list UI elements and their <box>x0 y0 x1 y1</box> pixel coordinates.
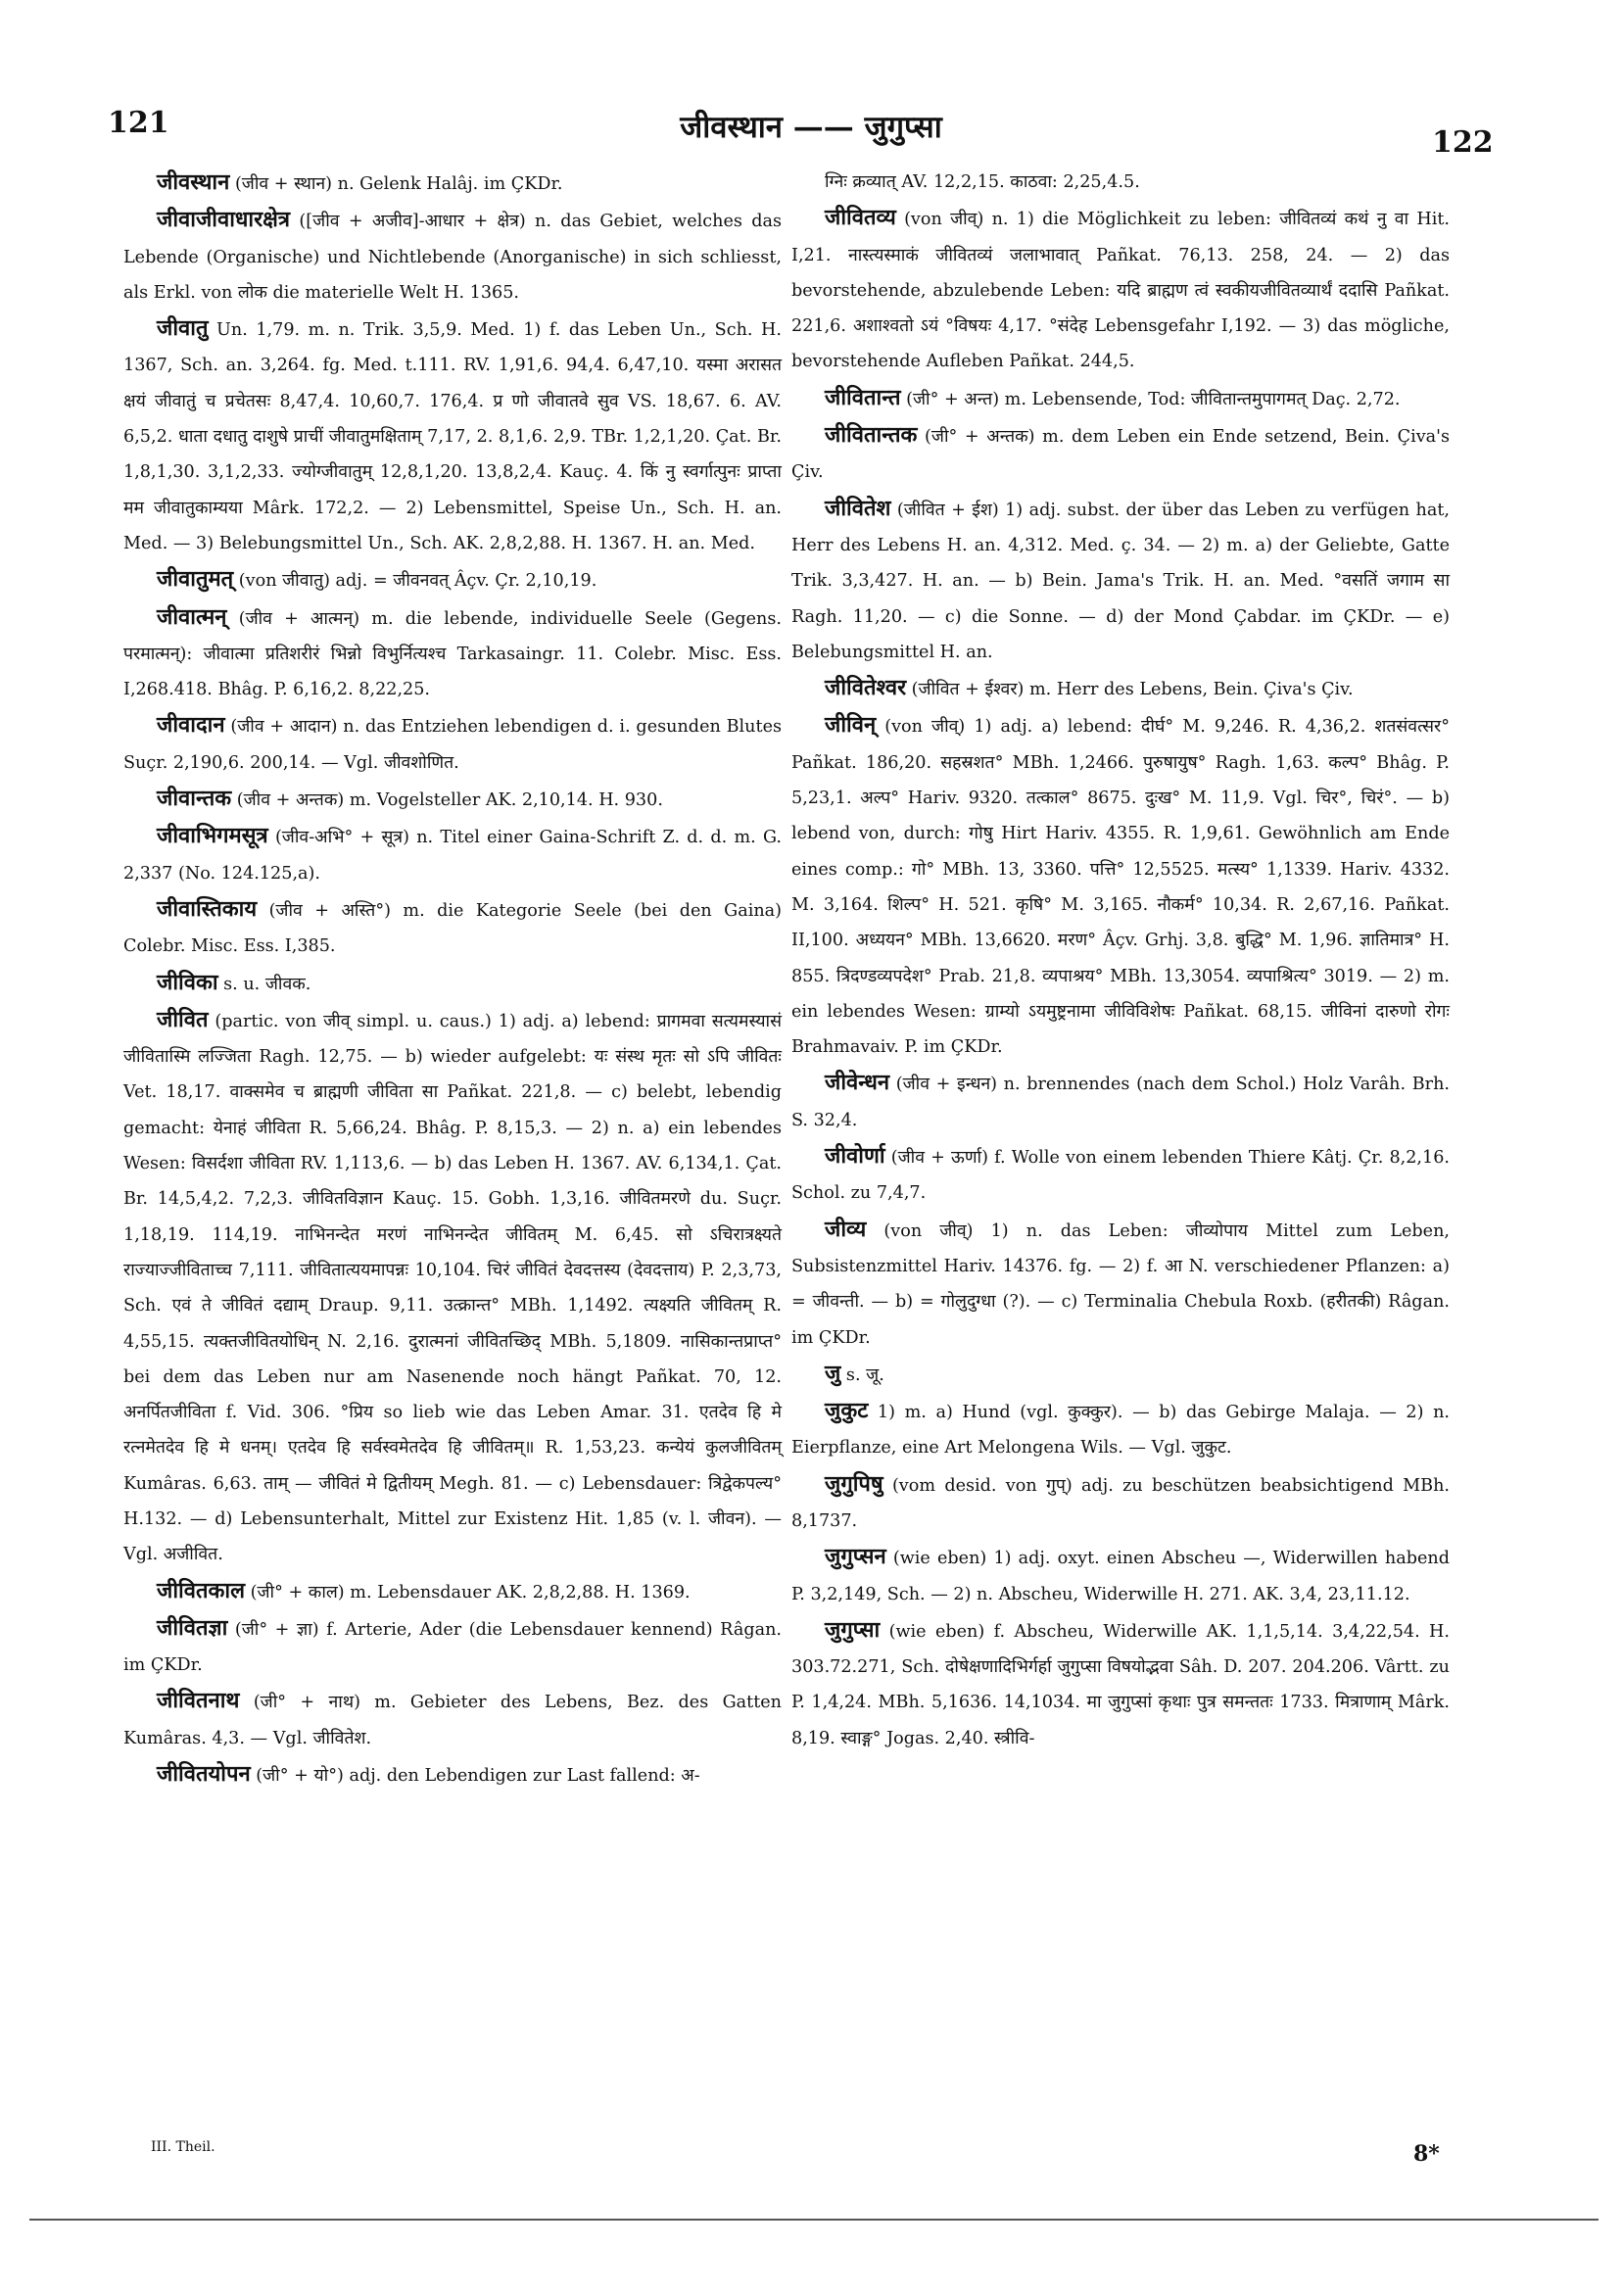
dictionary-entry <box>123 707 782 781</box>
entry-headword: जीवितकाल <box>157 1577 246 1603</box>
dictionary-entry <box>791 417 1450 491</box>
entry-headword: जीव्य <box>825 1216 867 1242</box>
entry-body: Un. 1,79. m. n. Trik. 3,5,9. Med. 1) f. das Leben Un., Sch. H. 1367, Sch. an. 3,264. fg. Med. t.111. RV. 1,91,6. 94,4. 6,47,10. यस्मा अरासत क्षयं जीवातुं च प्रचेतसः 8,47,4. 10,60,7. 176,4. प्र णो जीवातवे सुव VS. 18,67. 6. AV. 6,5,2. धाता दधातु दाशुषे प्राचीं जीवातुमक्षिताम् 7,17, 2. 8,1,6. 2,9. TBr. 1,2,1,20. Çat. Br. 1,8,1,30. 3,1,2,33. ज्योग्जीवातुम् 12,8,1,20. 13,8,2,4. Kauç. 4. किं नु स्वर्गात्पुनः प्राप्ता मम जीवातुकाम्यया Mârk. 172,2. — 2) Lebensmittel, Speise Un., Sch. H. an. Med. — 3) Belebungsmittel Un., Sch. AK. 2,8,2,88. H. 1367. H. an. Med. <box>123 320 782 553</box>
entry-headword: जीवात्मन् <box>157 603 227 630</box>
entry-headword: जीवेन्धन <box>825 1070 890 1096</box>
entry-body: (जीव + आत्मन्) m. die lebende, individuelle Seele (Gegens. परमात्मन्): जीवात्मा प्रतिशरीरं भिन्नो विभुर्नित्यश्च Tarkasaingr. 11. Colebr. Misc. Ess. I,268.418. Bhâg. P. 6,16,2. 8,22,25. <box>123 608 783 700</box>
entry-headword: जु <box>825 1360 841 1386</box>
entry-body: (von जीव्) 1) n. das Leben: जीव्योपाय Mittel zum Leben, Subsistenzmittel Hariv. 14376. fg. — 2) f. आ N. verschiedener Pflanzen: a) = जीवन्ती. — b) = गोलुदुग्धा (?). — c) Terminalia Chebula Roxb. (हरीतकी) Râgan. im ÇKDr. <box>791 1220 1450 1348</box>
dictionary-entry <box>123 1573 782 1610</box>
entry-headword: जीवातु <box>157 315 209 342</box>
entry-headword: जीवाभिगमसूत्र <box>157 823 268 849</box>
dictionary-entry <box>123 311 782 561</box>
entry-headword: जुगुप्सा <box>825 1616 881 1643</box>
entry-headword: जीवितेश्वर <box>825 675 907 701</box>
entry-headword: जीवातुमत् <box>157 566 234 593</box>
entry-body: (vom desid. von गुप्) adj. zu beschützen beabsichtigend MBh. 8,1737. <box>791 1475 1451 1531</box>
running-head: जीवस्थान —— जुगुप्सा <box>680 110 942 145</box>
dictionary-entry <box>123 202 782 311</box>
entry-body: (जी° + काल) m. Lebensdauer AK. 2,8,2,88. H. 1369. <box>250 1582 691 1602</box>
entry-body: (von जीव्) 1) adj. a) lebend: दीर्घ° M. 9,246. R. 4,36,2. शतसंवत्सर° Pañkat. 186,20. सहस्रशत° MBh. 1,2466. पुरुषायुष° Ragh. 1,63. कल्प° Bhâg. P. 5,23,1. अल्प° Hariv. 9320. तत्काल° 8675. दुःख° M. 11,9. Vgl. चिर°, चिरं°. — b) lebend von, durch: गोषु Hirt Hariv. 4355. R. 1,9,61. Gewöhnlich am Ende eines comp.: गो° MBh. 13, 3360. पत्ति° 12,5525. मत्स्य° 1,1339. Hariv. 4332. M. 3,164. शिल्प° H. 521. कृषि° M. 3,165. नौकर्म° 10,34. R. 2,67,16. Pañkat. II,100. अध्ययन° MBh. 13,6620. मरण° Âçv. Grhj. 3,8. बुद्धि° M. 1,96. ज्ञातिमात्र° H. 855. त्रिदण्डव्यपदेश° Prab. 21,8. व्यपाश्रय° MBh. 13,3054. व्यपाश्रित्य° 3019. — 2) m. ein lebendes Wesen: ग्राम्यो ऽयमुष्ट्रनामा जीविविशेषः Pañkat. 68,15. जीविनां दारुणो रोगः Brahmavaiv. P. im ÇKDr. <box>791 717 1451 1058</box>
entry-headword: जुकुट <box>825 1398 869 1424</box>
entry-body: (partic. von जीव् simpl. u. caus.) 1) adj. a) lebend: प्रागमवा सत्यमस्यासं जीवितास्मि लज्जिता Ragh. 12,75. — b) wieder aufgelebt: यः संस्थ मृतः सो ऽपि जीवितः Vet. 18,17. वाक्समेव च ब्राह्मणी जीविता सा Pañkat. 221,8. — c) belebt, lebendig gemacht: येनाहं जीविता R. 5,66,24. Bhâg. P. 8,15,3. — 2) n. a) ein lebendes Wesen: विसर्दशा जीविता RV. 1,113,6. — b) das Leben H. 1367. AV. 6,134,1. Çat. Br. 14,5,4,2. 7,2,3. जीवितविज्ञान Kauç. 15. Gobh. 1,3,16. जीवितमरणे du. Suçr. 1,18,19. 114,19. नाभिनन्देत मरणं नाभिनन्देत जीवितम् M. 6,45. सो ऽचिरात्रक्ष्यते राज्याज्जीविताच्च 7,111. जीवितात्ययमापन्नः 10,104. चिरं जीवितं देवदत्तस्य (देवदत्ताय) P. 2,3,73, Sch. एवं ते जीवितं दद्याम् Draup. 9,11. उत्क्रान्त° MBh. 1,1492. त्यक्ष्यति जीवितम् R. 4,55,15. त्यक्तजीवितयोधिन् N. 2,16. दुरात्मनां जीवितच्छिद् MBh. 5,1809. नासिकान्तप्राप्त° bei dem das Leben nur am Nasenende noch hängt Pañkat. 70, 12. अनर्पितजीविता f. Vid. 306. °प्रिय so lieb wie das Leben Amar. 31. एतदेव हि मे रत्नमेतदेव हि मे धनम्। एतदेव हि सर्वस्वमेतदेव हि जीवितम्॥ R. 1,53,23. कन्येयं कुलजीवितम् Kumâras. 6,63. ताम् — जीवितं मे द्वितीयम् Megh. 81. — c) Lebensdauer: त्रिद्वेकपल्य° H.132. — d) Lebensunterhalt, Mittel zur Existenz Hit. 1,85 (v. l. जीवन). — Vgl. अजीवित. <box>123 1011 782 1565</box>
entry-headword: जीवितव्य <box>825 205 896 231</box>
entry-headword: जीवितान्त <box>825 384 901 410</box>
entry-body: (जीव-अभि° + सूत्र) n. Titel einer Gaina-Schrift Z. d. d. m. G. 2,337 (No. 124.125,a). <box>123 828 782 884</box>
entry-body: ([जीव + अजीव]-आधार + क्षेत्र) n. das Gebiet, welches das Lebende (Organische) und Nichtlebende (Anorganische) in sich schliesst, als Erkl. von लोक die materielle Welt H. 1365. <box>123 212 783 303</box>
entry-body: (जीव + अस्ति°) m. die Kategorie Seele (bei den Gaina) Colebr. Misc. Ess. I,385. <box>123 900 782 957</box>
entry-body: (जीव + अन्तक) m. Vogelsteller AK. 2,10,14. H. 930. <box>236 790 663 811</box>
entry-headword: जीवितेश <box>825 495 891 521</box>
dictionary-entry <box>791 670 1450 707</box>
dictionary-entry <box>123 561 782 598</box>
entry-body: (von जीव्) n. 1) die Möglichkeit zu leben: जीवितव्यं कथं नु वा Hit. I,21. नास्त्यस्माकं जीवितव्यं जलाभावात् Pañkat. 76,13. 258, 24. — 2) das bevorstehende, abzulebende Leben: यदि ब्राह्मण त्वं स्वकीयजीवितव्यार्थं ददासि Pañkat. 221,6. अशाश्वतो ऽयं °विषयः 4,17. °संदेह Lebensgefahr I,192. — 3) das mögliche, bevorstehende Aufleben Pañkat. 244,5. <box>791 210 1450 372</box>
entry-body: s. जू. <box>845 1364 884 1385</box>
entry-headword: जीवितज्ञा <box>157 1614 228 1641</box>
left-column <box>123 165 782 1794</box>
bottom-rule <box>29 2219 1598 2221</box>
entry-headword: जीविका <box>157 969 218 995</box>
entry-body: (जी° + अन्तक) m. dem Leben ein Ende setzend, Bein. Çiva's Çiv. <box>791 427 1451 483</box>
page-number-left: 121 <box>108 106 169 140</box>
entry-body: (wie eben) f. Abscheu, Widerwille AK. 1,1,5,14. 3,4,22,54. H. 303.72.271, Sch. दोषेक्षणादिभिर्गर्हा जुगुप्सा विषयोद्भवा Sâh. D. 207. 204.206. Vârtt. zu P. 1,4,24. MBh. 5,1636. 14,1034. मा जुगुप्सां कृथाः पुत्र समन्ततः 1733. मित्राणाम् Mârk. 8,19. स्वाङ्ग° Jogas. 2,40. स्त्रीवि- <box>791 1621 1450 1748</box>
dictionary-entry <box>123 891 782 965</box>
entry-headword: जीवोर्णा <box>825 1143 885 1170</box>
entry-headword: जीवाजीवाधारक्षेत्र <box>157 207 291 233</box>
entry-headword: जीवितयोपन <box>157 1761 251 1788</box>
entry-headword: जीवित <box>157 1006 209 1032</box>
dictionary-entry <box>791 1466 1450 1540</box>
dictionary-entry <box>791 200 1450 379</box>
entry-body: (wie eben) 1) adj. oxyt. einen Abscheu —, Widerwillen habend P. 3,2,149, Sch. — 2) n. Abscheu, Widerwille H. 271. AK. 3,4, 23,11.12. <box>791 1549 1451 1604</box>
entry-body: (जी° + अन्त) m. Lebensende, Tod: जीवितान्तमुपागमत् Daç. 2,72. <box>906 389 1401 409</box>
entry-body: 1) m. a) Hund (vgl. कुक्कुर). — b) das Gebirge Malaja. — 2) n. Eierpflanze, eine Art Melongena Wils. — Vgl. जुकुट. <box>791 1403 1450 1459</box>
entry-body: (जी° + नाथ) m. Gebieter des Lebens, Bez. des Gatten Kumâras. 4,3. — Vgl. जीवितेश. <box>123 1693 783 1748</box>
entry-body: (जीवित + ईश्वर) m. Herr des Lebens, Bein. Çiva's Çiv. <box>911 680 1354 700</box>
entry-headword: जीवितनाथ <box>157 1688 240 1714</box>
dictionary-entry <box>791 165 1450 200</box>
entry-headword: जीवस्थान <box>157 169 230 195</box>
entry-headword: जीविन् <box>825 712 877 739</box>
entry-body: (जीव + इन्धन) n. brennendes (nach dem Schol.) Holz Varâh. Brh. S. 32,4. <box>791 1075 1450 1130</box>
sheet-signature: 8* <box>1413 2141 1440 2167</box>
entry-body: (जीव + आदान) n. das Entziehen lebendigen d. i. gesunden Blutes Suçr. 2,190,6. 200,14. — Vgl. जीवशोणित. <box>123 717 783 773</box>
entry-body: (जीवित + ईश) 1) adj. subst. der über das Leben zu verfügen hat, Herr des Lebens H. an. 4,312. Med. ç. 34. — 2) m. a) der Geliebte, Gatte Trik. 3,3,427. H. an. — b) Bein. Jama's Trik. H. an. Med. °वसतिं जगाम सा Ragh. 11,20. — c) die Sonne. — d) der Mond Çabdar. im ÇKDr. — e) Belebungsmittel H. an. <box>791 500 1450 662</box>
entry-headword: जीवान्तक <box>157 786 232 812</box>
dictionary-entry <box>791 1138 1450 1212</box>
dictionary-entry <box>791 1612 1450 1756</box>
dictionary-entry <box>791 1065 1450 1138</box>
entry-headword: जुगुपिषु <box>825 1470 883 1497</box>
entry-body: (जी° + यो°) adj. den Lebendigen zur Last fallend: अ- <box>256 1766 700 1787</box>
dictionary-entry <box>123 781 782 818</box>
dictionary-entry <box>123 1683 782 1756</box>
entry-headword: जीवादान <box>157 712 225 739</box>
entry-body: (जीव + स्थान) n. Gelenk Halâj. im ÇKDr. <box>234 174 563 194</box>
entry-body: (जीव + ऊर्णा) f. Wolle von einem lebenden Thiere Kâtj. Çr. 8,2,16. Schol. zu 7,4,7. <box>791 1148 1451 1204</box>
dictionary-entry <box>791 1393 1450 1466</box>
entry-body: s. u. जीवक. <box>223 974 311 994</box>
dictionary-entry <box>123 818 782 891</box>
dictionary-entry <box>791 491 1450 670</box>
dictionary-entry <box>791 1356 1450 1393</box>
dictionary-entry <box>123 1610 782 1684</box>
dictionary-entry <box>123 965 782 1002</box>
dictionary-entry <box>123 1756 782 1794</box>
page-number-right: 122 <box>1432 125 1494 160</box>
entry-body: (जी° + ज्ञा) f. Arterie, Ader (die Lebensdauer kennend) Râgan. im ÇKDr. <box>123 1619 782 1676</box>
entry-body: (von जीवातु) adj. = जीवनवत् Âçv. Çr. 2,10,19. <box>238 571 597 592</box>
part-note: III. Theil. <box>151 2139 215 2155</box>
right-column <box>791 165 1450 1756</box>
entry-body: ग्निः क्रव्यात् AV. 12,2,15. काठवा: 2,25,4.5. <box>825 172 1140 192</box>
entry-headword: जीवास्तिकाय <box>157 895 258 922</box>
dictionary-entry <box>123 165 782 202</box>
dictionary-entry <box>123 1002 782 1573</box>
dictionary-entry <box>123 599 782 708</box>
dictionary-entry <box>791 1212 1450 1356</box>
dictionary-entry <box>791 380 1450 417</box>
entry-headword: जुगुप्सन <box>825 1544 886 1570</box>
dictionary-entry <box>791 707 1450 1065</box>
entry-headword: जीवितान्तक <box>825 422 918 449</box>
dictionary-entry <box>791 1539 1450 1612</box>
